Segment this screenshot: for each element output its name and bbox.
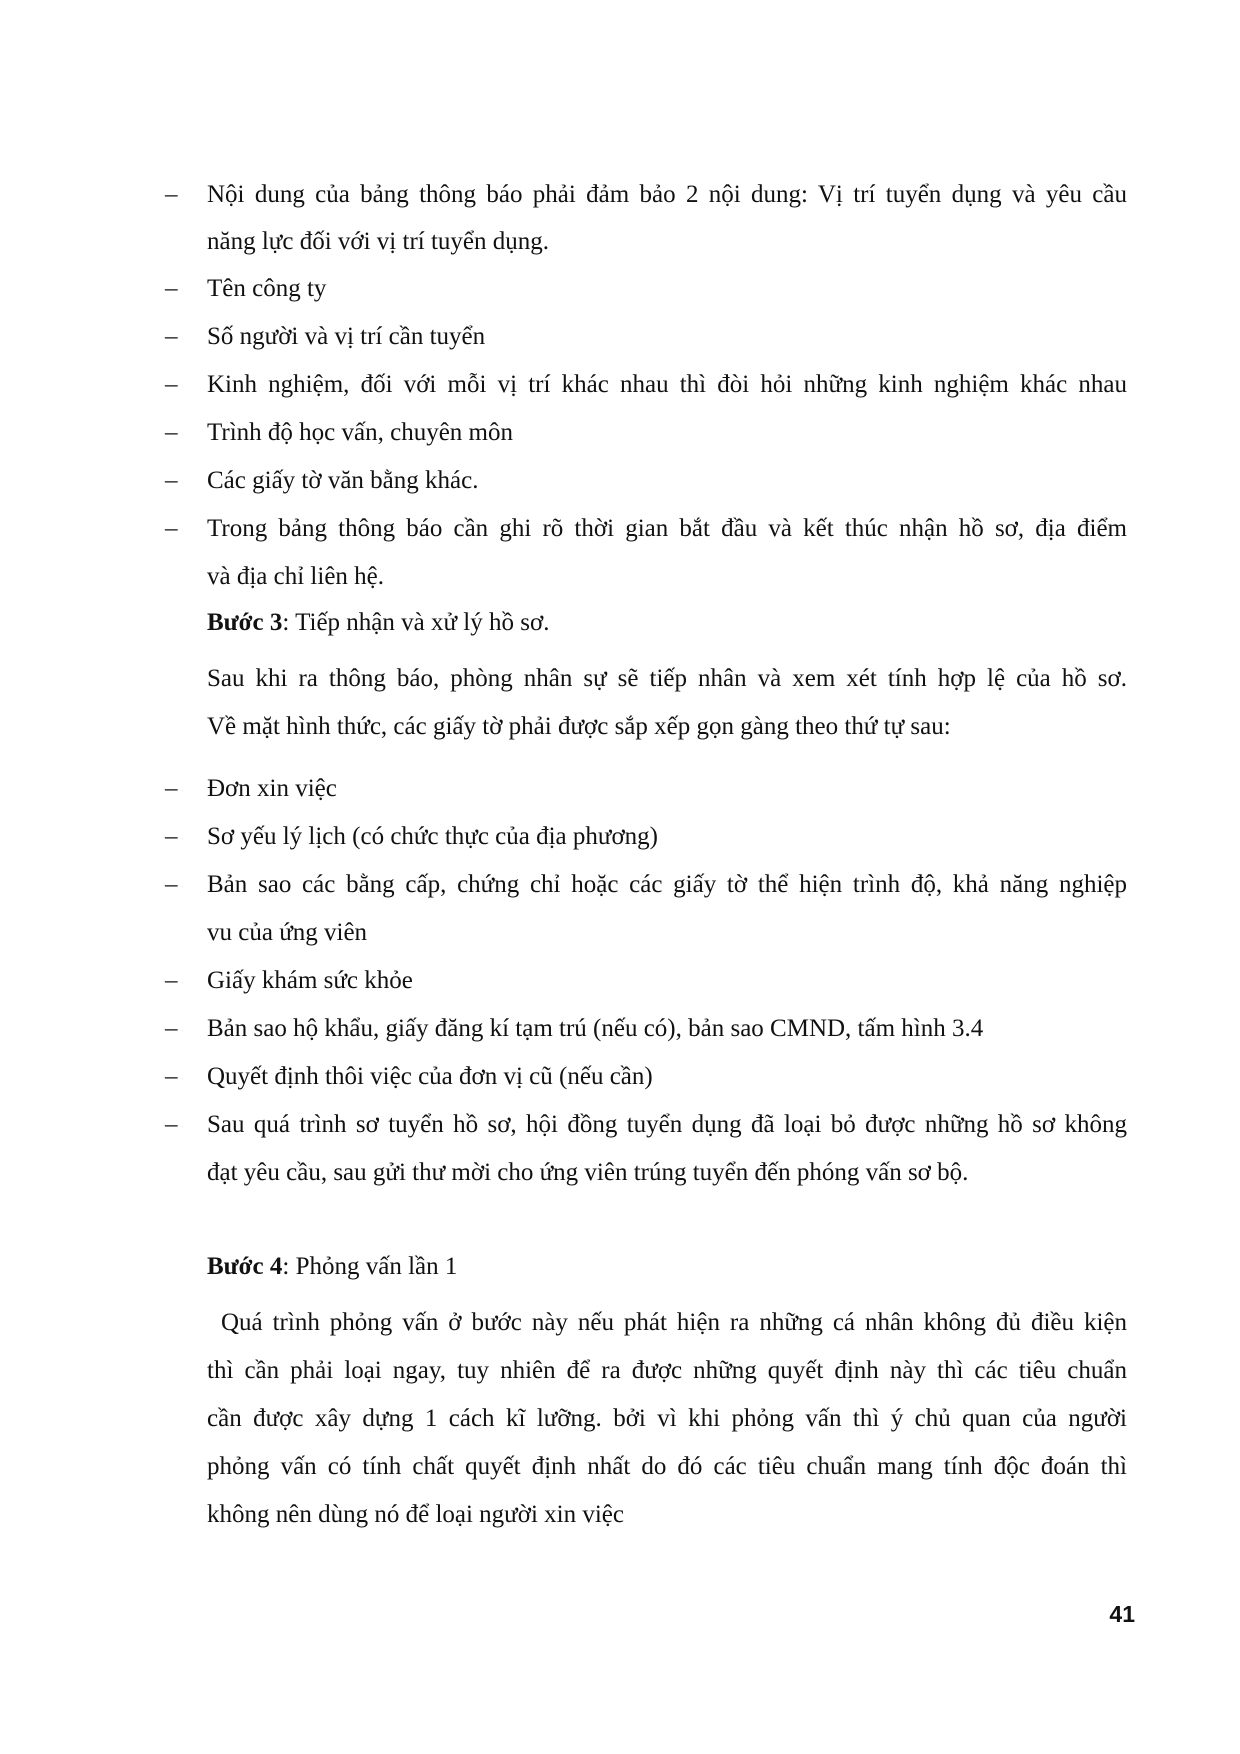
bullet-text: Sơ yếu lý lịch (có chức thực của địa phương) — [207, 823, 658, 850]
bullet-dash: – — [165, 1015, 178, 1042]
step3-title: : Tiếp nhận và xử lý hồ sơ. — [282, 609, 550, 636]
bullet-text: Đơn xin việc — [207, 775, 337, 802]
bullet-dash: – — [165, 323, 178, 350]
bullet-dash: – — [165, 967, 178, 994]
bullet-dash: – — [165, 871, 178, 898]
step4-paragraph-line: phỏng vấn có tính chất quyết định nhất do đó các tiêu chuẩn mang tính độc đoán thì — [207, 1453, 1127, 1480]
step4-paragraph-line: cần được xây dựng 1 cách kĩ lưỡng. bởi vì khi phỏng vấn thì ý chủ quan của người — [207, 1405, 1127, 1432]
bullet-text: Sau quá trình sơ tuyển hồ sơ, hội đồng tuyển dụng đã loại bỏ được những hồ sơ không — [207, 1111, 1127, 1138]
bullet-dash: – — [165, 371, 178, 398]
step3-heading — [207, 606, 1127, 640]
step4-label: Bước 4 — [207, 1253, 283, 1280]
step4-heading — [207, 1250, 1127, 1284]
bullet-dash: – — [165, 419, 178, 446]
bullet-text: Giấy khám sức khỏe — [207, 967, 413, 994]
step3-label: Bước 3 — [207, 609, 283, 636]
bullet-dash: – — [165, 1111, 178, 1138]
step4-paragraph-line: thì cần phải loại ngay, tuy nhiên để ra được những quyết định này thì các tiêu chuẩn — [207, 1357, 1127, 1384]
bullet-text: Trong bảng thông báo cần ghi rõ thời gian bắt đầu và kết thúc nhận hồ sơ, địa điểm — [207, 515, 1127, 542]
step3-paragraph-line: Sau khi ra thông báo, phòng nhân sự sẽ tiếp nhân và xem xét tính hợp lệ của hồ sơ. — [207, 665, 1127, 692]
bullet-text-continued: đạt yêu cầu, sau gửi thư mời cho ứng viên trúng tuyển đến phóng vấn sơ bộ. — [207, 1159, 969, 1186]
bullet-dash: – — [165, 515, 178, 542]
bullet-dash: – — [165, 275, 178, 302]
bullet-text: Trình độ học vấn, chuyên môn — [207, 419, 513, 446]
page-number: 41 — [1109, 1601, 1135, 1627]
bullet-text-continued: năng lực đối với vị trí tuyển dụng. — [207, 228, 550, 255]
bullet-dash: – — [165, 775, 178, 802]
bullet-text: Quyết định thôi việc của đơn vị cũ (nếu cần) — [207, 1063, 653, 1090]
step4-paragraph-line: không nên dùng nó để loại người xin việc — [207, 1501, 624, 1528]
bullet-text-continued: vu của ứng viên — [207, 919, 368, 946]
step4-title: : Phỏng vấn lần 1 — [282, 1253, 458, 1280]
bullet-text-continued: và địa chỉ liên hệ. — [207, 563, 385, 590]
bullet-dash: – — [165, 1063, 178, 1090]
bullet-text: Bản sao hộ khẩu, giấy đăng kí tạm trú (nếu có), bản sao CMND, tấm hình 3.4 — [207, 1015, 984, 1042]
bullet-text: Kinh nghiệm, đối với mỗi vị trí khác nhau thì đòi hỏi những kinh nghiệm khác nhau — [207, 371, 1127, 398]
bullet-text: Tên công ty — [207, 275, 327, 302]
bullet-text: Số người và vị trí cần tuyển — [207, 323, 486, 350]
bullet-dash: – — [165, 181, 178, 208]
step3-paragraph-line: Về mặt hình thức, các giấy tờ phải được sắp xếp gọn gàng theo thứ tự sau: — [207, 713, 951, 740]
bullet-dash: – — [165, 467, 178, 494]
step4-paragraph-line: Quá trình phỏng vấn ở bước này nếu phát hiện ra những cá nhân không đủ điều kiện — [221, 1309, 1127, 1336]
bullet-text: Bản sao các bằng cấp, chứng chỉ hoặc các giấy tờ thể hiện trình độ, khả năng nghiệp — [207, 871, 1127, 898]
bullet-text: Các giấy tờ văn bằng khác. — [207, 467, 479, 494]
bullet-text: Nội dung của bảng thông báo phải đảm bảo 2 nội dung: Vị trí tuyển dụng và yêu cầu — [207, 181, 1127, 208]
bullet-dash: – — [165, 823, 178, 850]
